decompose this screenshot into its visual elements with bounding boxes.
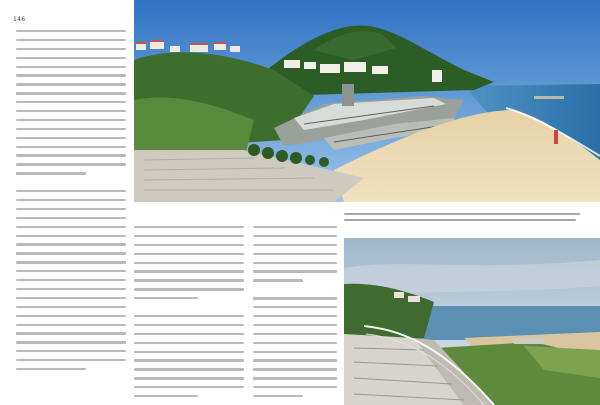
text-line: [134, 359, 244, 361]
text-line: [253, 315, 337, 317]
text-line: [16, 163, 126, 165]
coastal-building-photo: [134, 0, 600, 202]
text-line: [16, 341, 126, 343]
text-line: [134, 315, 244, 317]
text-line: [134, 235, 244, 237]
text-line: [253, 226, 337, 228]
text-line: [16, 137, 126, 139]
text-line: [16, 315, 126, 317]
text-line: [253, 333, 337, 335]
text-line: [253, 253, 337, 255]
text-line: [16, 154, 126, 156]
text-line: [134, 244, 244, 246]
text-line: [16, 252, 126, 254]
text-line: [134, 368, 244, 370]
text-line: [16, 66, 126, 68]
text-line: [16, 368, 86, 370]
text-line: [16, 324, 126, 326]
text-line: [16, 288, 126, 290]
text-line: [134, 297, 198, 299]
text-line: [16, 92, 126, 94]
paragraph-gap: [134, 306, 246, 315]
text-line: [16, 83, 126, 85]
text-line: [134, 324, 244, 326]
text-line: [134, 253, 244, 255]
text-line: [16, 243, 126, 245]
text-line: [16, 270, 126, 272]
text-line: [253, 386, 337, 388]
text-line: [134, 270, 244, 272]
text-line: [16, 279, 126, 281]
text-line: [253, 270, 337, 272]
text-line: [253, 262, 337, 264]
text-line: [16, 199, 126, 201]
body-text-left-column: [16, 30, 128, 377]
paragraph-gap: [16, 181, 128, 190]
text-line: [253, 306, 337, 308]
text-line: [253, 351, 337, 353]
page-number: 146: [13, 16, 26, 23]
text-line: [16, 217, 126, 219]
text-line: [253, 359, 337, 361]
text-line: [16, 101, 126, 103]
text-line: [16, 48, 126, 50]
text-line: [16, 190, 126, 192]
body-text-right-column: [253, 226, 338, 404]
text-line: [16, 297, 126, 299]
text-line: [16, 110, 126, 112]
text-line: [16, 226, 126, 228]
text-line: [16, 261, 126, 263]
text-line: [16, 146, 126, 148]
text-line: [16, 208, 126, 210]
text-line: [134, 395, 198, 397]
text-line: [134, 386, 244, 388]
text-line: [253, 324, 337, 326]
text-line: [253, 297, 337, 299]
text-line: [253, 342, 337, 344]
text-line: [253, 377, 337, 379]
coastal-building-photo-illustration: [134, 0, 600, 202]
text-line: [16, 306, 126, 308]
text-line: [16, 39, 126, 41]
text-line: [134, 333, 244, 335]
text-line: [16, 74, 126, 76]
text-line: [253, 235, 337, 237]
text-line: [134, 288, 244, 290]
text-line: [16, 332, 126, 334]
text-line: [16, 119, 126, 121]
paragraph-gap: [253, 288, 338, 297]
text-line: [253, 279, 303, 281]
text-line: [253, 244, 337, 246]
text-line: [134, 279, 244, 281]
text-line: [134, 377, 244, 379]
text-line: [16, 30, 126, 32]
text-line: [16, 235, 126, 237]
roof-ramp-photo: [344, 238, 600, 405]
text-line: [253, 368, 337, 370]
text-line: [16, 57, 126, 59]
body-text-middle-column: [134, 226, 246, 404]
text-line: [16, 359, 126, 361]
roof-ramp-photo-illustration: [344, 238, 600, 405]
text-line: [16, 172, 86, 174]
text-line: [253, 395, 303, 397]
photo-caption: [344, 213, 584, 226]
text-line: [134, 342, 244, 344]
text-line: [16, 128, 126, 130]
text-line: [16, 350, 126, 352]
text-line: [134, 226, 244, 228]
text-line: [134, 262, 244, 264]
text-line: [134, 351, 244, 353]
